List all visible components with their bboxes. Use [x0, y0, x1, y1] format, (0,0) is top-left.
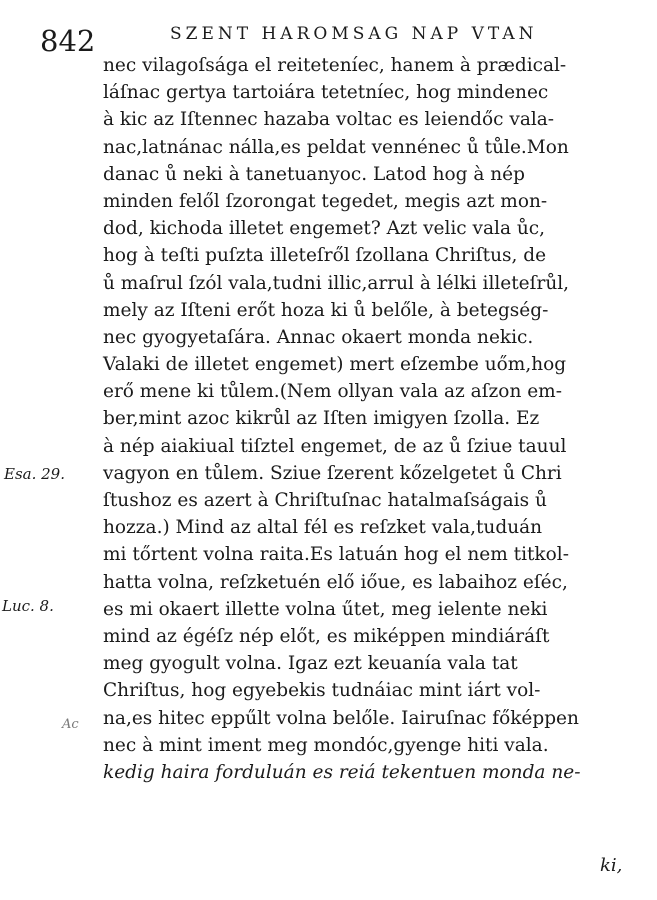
text-line: Valaki de illetet engemet) mert eſzembe uőm,hog: [103, 354, 567, 376]
text-line: es mi okaert illette volna űtet, meg ielente neki: [103, 598, 548, 620]
text-line: mind az égéſz nép előt, es miképpen mindiáráſt: [103, 625, 550, 647]
text-line: à nép aiakiual tiſztel engemet, de az ů ſziue tauul: [103, 435, 567, 457]
text-line: ſtushoz es azert à Chriſtuſnac hatalmaſságais ů: [103, 490, 547, 511]
text-line: ů maſrul ſzól vala,tudni illic,arrul à lélki illeteſrůl,: [103, 272, 570, 294]
margin-note-luc: Luc. 8.: [2, 597, 54, 615]
text-line: minden felől ſzorongat tegedet, megis azt mon-: [103, 190, 548, 212]
text-line: mely az Iſteni erőt hoza ki ů belőle, à betegség-: [103, 299, 549, 321]
text-line: dod, kichoda illetet engemet? Azt velic vala ůc,: [103, 218, 546, 240]
text-line: nec gyogyetaſára. Annac okaert monda nekic.: [103, 326, 534, 348]
text-line: láſnac gertya tartoiára tetetníec, hog mindenec: [103, 82, 549, 104]
text-line: na,es hitec eppűlt volna belőle. Iairuſnac főképpen: [103, 707, 579, 729]
main-text-block: [103, 52, 643, 786]
margin-note-faded: Ac: [62, 717, 79, 732]
catchword: ki,: [600, 855, 623, 876]
text-line: erő mene ki tůlem.(Nem ollyan vala az aſzon em-: [103, 381, 562, 403]
text-line: Chriſtus, hog egyebekis tudnáiac mint iárt vol-: [103, 680, 541, 702]
text-line: hog à teſti puſzta illeteſről ſzollana Chriſtus, de: [103, 245, 547, 267]
text-line: nec à mint iment meg mondóc,gyenge hiti vala.: [103, 734, 549, 756]
text-line: ber,mint azoc kikrůl az Iſten imigyen ſzolla. Ez: [103, 408, 540, 430]
text-line: danac ů neki à tanetuanyoc. Latod hog à nép: [103, 163, 525, 185]
text-line-italic: kedig haira forduluán es reiá tekentuen monda ne-: [103, 761, 581, 783]
text-line: meg gyogult volna. Igaz ezt keuanía vala tat: [103, 653, 518, 675]
text-line: hatta volna, reſzketuén elő iőue, es labaihoz eſéc,: [103, 571, 568, 593]
text-line: hozza.) Mind az altal fél es reſzket vala,tuduán: [103, 517, 543, 539]
text-line: à kic az Iſtennec hazaba voltac es leiendőc vala-: [103, 109, 555, 131]
text-line: nac,latnánac nálla,es peldat vennénec ů tůle.Mon: [103, 136, 569, 158]
running-head: SZENT HAROMSAG NAP VTAN: [170, 24, 538, 44]
text-line: nec vilagoſsága el reiteteníec, hanem à prædical-: [103, 55, 567, 76]
text-line: mi tőrtent volna raita.Es latuán hog el nem titkol-: [103, 544, 569, 566]
text-line: vagyon en tůlem. Sziue ſzerent kőzelgetet ů Chri: [103, 462, 562, 484]
margin-note-esa: Esa. 29.: [4, 465, 65, 483]
page-number: 842: [40, 24, 96, 58]
